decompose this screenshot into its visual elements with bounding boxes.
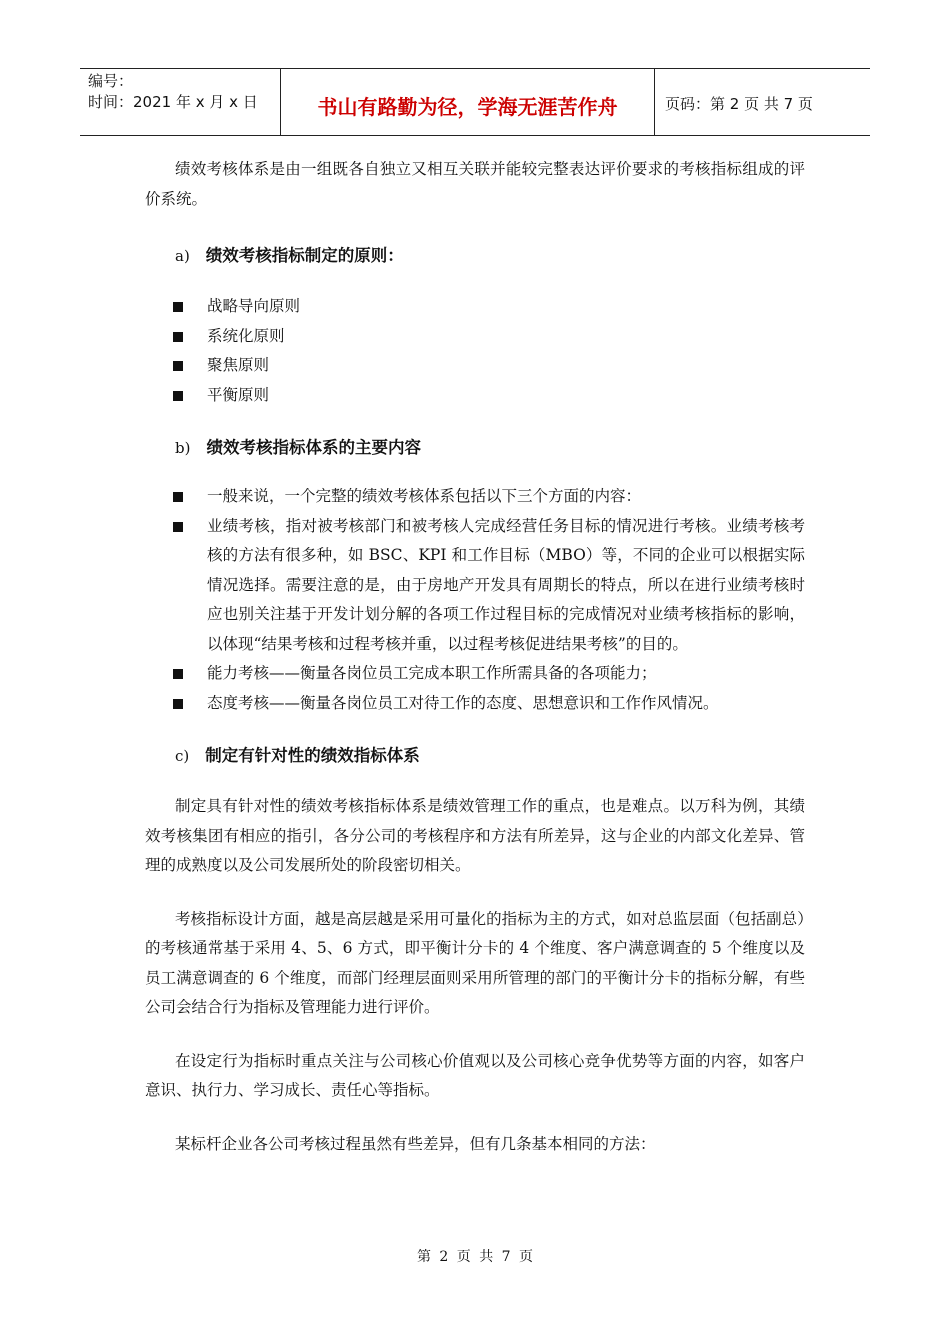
- section-a-marker: a): [175, 247, 190, 265]
- bullet-square-icon: [173, 669, 183, 679]
- section-a-list: [145, 292, 805, 410]
- page-footer: 第 2 页 共 7 页: [416, 1249, 534, 1265]
- list-item: 平衡原则: [145, 381, 805, 411]
- bullet-square-icon: [173, 332, 183, 342]
- list-item: 态度考核——衡量各岗位员工对待工作的态度、思想意识和工作作风情况。: [145, 689, 805, 719]
- list-item: 能力考核——衡量各岗位员工完成本职工作所需具备的各项能力；: [145, 659, 805, 689]
- list-item: 系统化原则: [145, 322, 805, 352]
- bullet-square-icon: [173, 699, 183, 709]
- bullet-square-icon: [173, 391, 183, 401]
- bullet-square-icon: [173, 302, 183, 312]
- page-header: [80, 68, 870, 136]
- bullet-square-icon: [173, 522, 183, 532]
- section-c-heading: [145, 742, 805, 770]
- list-item: 聚焦原则: [145, 351, 805, 381]
- bullet-square-icon: [173, 492, 183, 502]
- header-page-label: 页码：第 2 页 共 7 页: [665, 94, 813, 113]
- date-label: 时间：2021 年 x 月 x 日: [88, 93, 258, 111]
- section-c-paragraph: 制定具有针对性的绩效考核指标体系是绩效管理工作的重点，也是难点。以万科为例，其绩效考核集团有相应的指引，各分公司的考核程序和方法有所差异，这与企业的内部文化差异、管理的成熟度以及公司发展所处的阶段密切相关。: [145, 797, 805, 874]
- list-item: 业绩考核，指对被考核部门和被考核人完成经营任务目标的情况进行考核。业绩考核考核的方法有很多种，如 BSC、KPI 和工作目标（MBO）等，不同的企业可以根据实际情况选择。需要注意的是，由于房地产开发具有周期长的特点，所以在进行业绩考核时应也别关注基于开发计划分解的各项工作过程目标的完成情况对业绩考核指标的影响，以体现“结果考核和过程考核并重，以过程考核促进结果考核”的目的。: [145, 512, 805, 660]
- section-a-heading: [145, 242, 805, 270]
- section-c-paragraph: 在设定行为指标时重点关注与公司核心价值观以及公司核心竞争优势等方面的内容，如客户意识、执行力、学习成长、责任心等指标。: [145, 1051, 805, 1099]
- bullet-square-icon: [173, 361, 183, 371]
- section-c-marker: c): [175, 747, 190, 765]
- document-body: [145, 155, 805, 1159]
- list-item: 一般来说，一个完整的绩效考核体系包括以下三个方面的内容：: [145, 482, 805, 512]
- section-b-marker: b): [175, 439, 191, 457]
- section-b-title: 绩效考核指标体系的主要内容: [206, 438, 421, 457]
- section-b-list: [145, 482, 805, 718]
- header-meta: [80, 69, 281, 135]
- header-slogan: 书山有路勤为径，学海无涯苦作舟: [281, 69, 655, 135]
- section-c-title: 制定有针对性的绩效指标体系: [205, 746, 420, 765]
- intro-paragraph: 绩效考核体系是由一组既各自独立又相互关联并能较完整表达评价要求的考核指标组成的评价系统。: [145, 160, 805, 208]
- number-label: 编号：: [88, 72, 134, 90]
- section-c-paragraph: 考核指标设计方面，越是高层越是采用可量化的指标为主的方式，如对总监层面（包括副总）的考核通常基于采用 4、5、6 方式，即平衡计分卡的 4 个维度、客户满意调查的 5 个维度以及员工满意调查的 6 个维度，而部门经理层面则采用所管理的部门的平衡计分卡的指标分解，有些公司会结合行为指标及管理能力进行评价。: [145, 909, 805, 1016]
- section-a-title: 绩效考核指标制定的原则：: [205, 246, 404, 265]
- list-item: 战略导向原则: [145, 292, 805, 322]
- section-c-paragraph: 某标杆企业各公司考核过程虽然有些差异，但有几条基本相同的方法：: [175, 1134, 656, 1153]
- section-b-heading: [145, 434, 805, 462]
